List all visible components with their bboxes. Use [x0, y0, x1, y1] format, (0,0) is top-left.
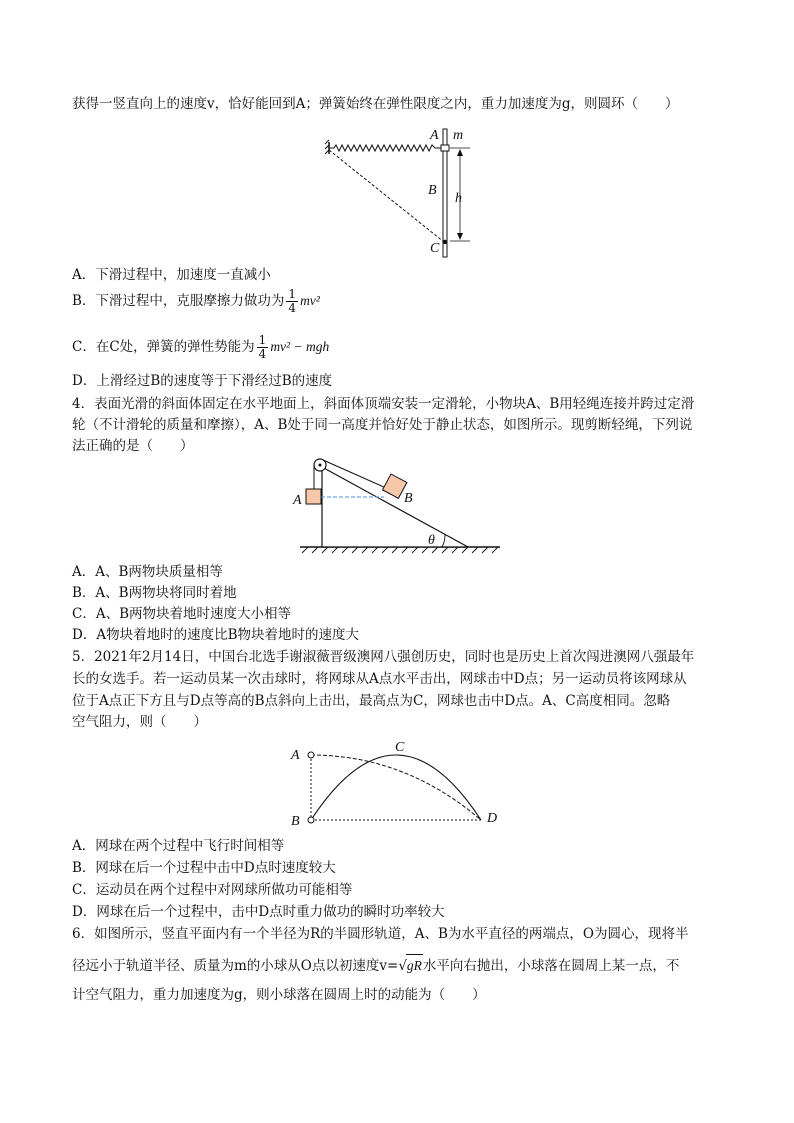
- q4-option-a: A．A、B两物块质量相等: [72, 564, 223, 580]
- q5-stem-1: 5．2021年2月14日，中国台北选手谢淑薇晋级澳网八强创历史，同时也是历史上首次闯进澳网八强最年: [72, 649, 695, 665]
- q3-option-c: C．在C处，弹簧的弹性势能为 $\frac{1}{4}$ mv² − mgh: [72, 333, 330, 361]
- fraction: $\frac{1}{4}$: [258, 333, 267, 361]
- q3-dashed-spring-at-c: [329, 150, 444, 242]
- q3-option-a: A．下滑过程中，加速度一直减小: [72, 267, 271, 283]
- q6-stem-2: 径远小于轨道半径、质量为m的小球从O点以初速度v=√gR水平向右抛出，小球落在圆周上某一点，不: [72, 954, 722, 977]
- q3-option-b: B．下滑过程中，克服摩擦力做功为 $\frac{1}{4}$ mv²: [72, 287, 320, 315]
- q4-label-a: A: [293, 493, 302, 508]
- q5-label-c: C: [395, 740, 405, 755]
- q5-stem-2: 长的女选手。若一运动员某一次击球时，将网球从A点水平击出，网球击中D点；另一运动员将该网球从: [72, 671, 687, 687]
- q4-figure: [292, 455, 502, 555]
- q5-option-c: C．运动员在两个过程中对网球所做功可能相等: [72, 882, 353, 898]
- q4-stem-3: 法正确的是（ ）: [72, 438, 194, 454]
- q5-option-b: B．网球在后一个过程中击中D点时速度较大: [72, 860, 336, 876]
- q5-stem-4: 空气阻力，则（ ）: [72, 714, 207, 730]
- q3-option-d: D．上滑经过B的速度等于下滑经过B的速度: [72, 373, 333, 389]
- q3-label-m: m: [453, 128, 464, 143]
- q3-spring: [329, 145, 442, 151]
- q3-label-b: B: [428, 183, 437, 198]
- q3-label-a: A: [430, 128, 439, 143]
- q3-label-h: h: [455, 191, 462, 206]
- q4-stem-2: 轮（不计滑轮的质量和摩擦），A、B处于同一高度并恰好处于静止状态，如图所示。现剪断轻绳，下列说: [72, 417, 693, 433]
- q4-option-d: D．A物块着地时的速度比B物块着地时的速度大: [72, 627, 359, 643]
- q4-label-b: B: [404, 491, 413, 506]
- q5-point-b: [308, 817, 314, 823]
- q3-figure: [322, 124, 482, 259]
- q5-trajectory-b: [311, 755, 481, 820]
- q6-stem-1: 6．如图所示，竖直平面内有一个半径为R的半圆形轨道，A、B为水平直径的两端点，O为圆心，现将半: [72, 926, 689, 942]
- q3-point-c: [443, 240, 447, 244]
- q4-block-a: [306, 489, 321, 504]
- q5-label-d: D: [487, 811, 498, 826]
- q3-intro: 获得一竖直向上的速度v，恰好能回到A；弹簧始终在弹性限度之内，重力加速度为g，则圆环（ ）: [72, 96, 679, 112]
- q4-option-c: C．A、B两物块着地时速度大小相等: [72, 606, 291, 622]
- q5-option-a: A．网球在两个过程中飞行时间相等: [72, 838, 285, 854]
- q5-stem-3: 位于A点正下方且与D点等高的B点斜向上击出，最高点为C，网球也击中D点。A、C高度相同。忽略: [72, 693, 671, 709]
- q3-label-c: C: [430, 241, 440, 256]
- q4-option-b: B．A、B两物块将同时着地: [72, 585, 237, 601]
- q5-point-a: [308, 752, 314, 758]
- sqrt-sign: √: [398, 958, 407, 974]
- q4-label-theta: θ: [428, 533, 435, 548]
- fraction: $\frac{1}{4}$: [288, 287, 297, 315]
- q4-stem-1: 4．表面光滑的斜面体固定在水平地面上，斜面体顶端安装一定滑轮，小物块A、B用轻绳连接并跨过定滑: [72, 396, 695, 412]
- q6-stem-3: 计空气阻力，重力加速度为g，则小球落在圆周上时的动能为（ ）: [72, 987, 486, 1003]
- q5-option-d: D．网球在后一个过程中，击中D点时重力做功的瞬时功率较大: [72, 904, 445, 920]
- q5-figure: [285, 738, 515, 830]
- q5-label-b: B: [291, 814, 300, 829]
- q3-ring: [441, 145, 449, 151]
- q5-label-a: A: [291, 748, 300, 763]
